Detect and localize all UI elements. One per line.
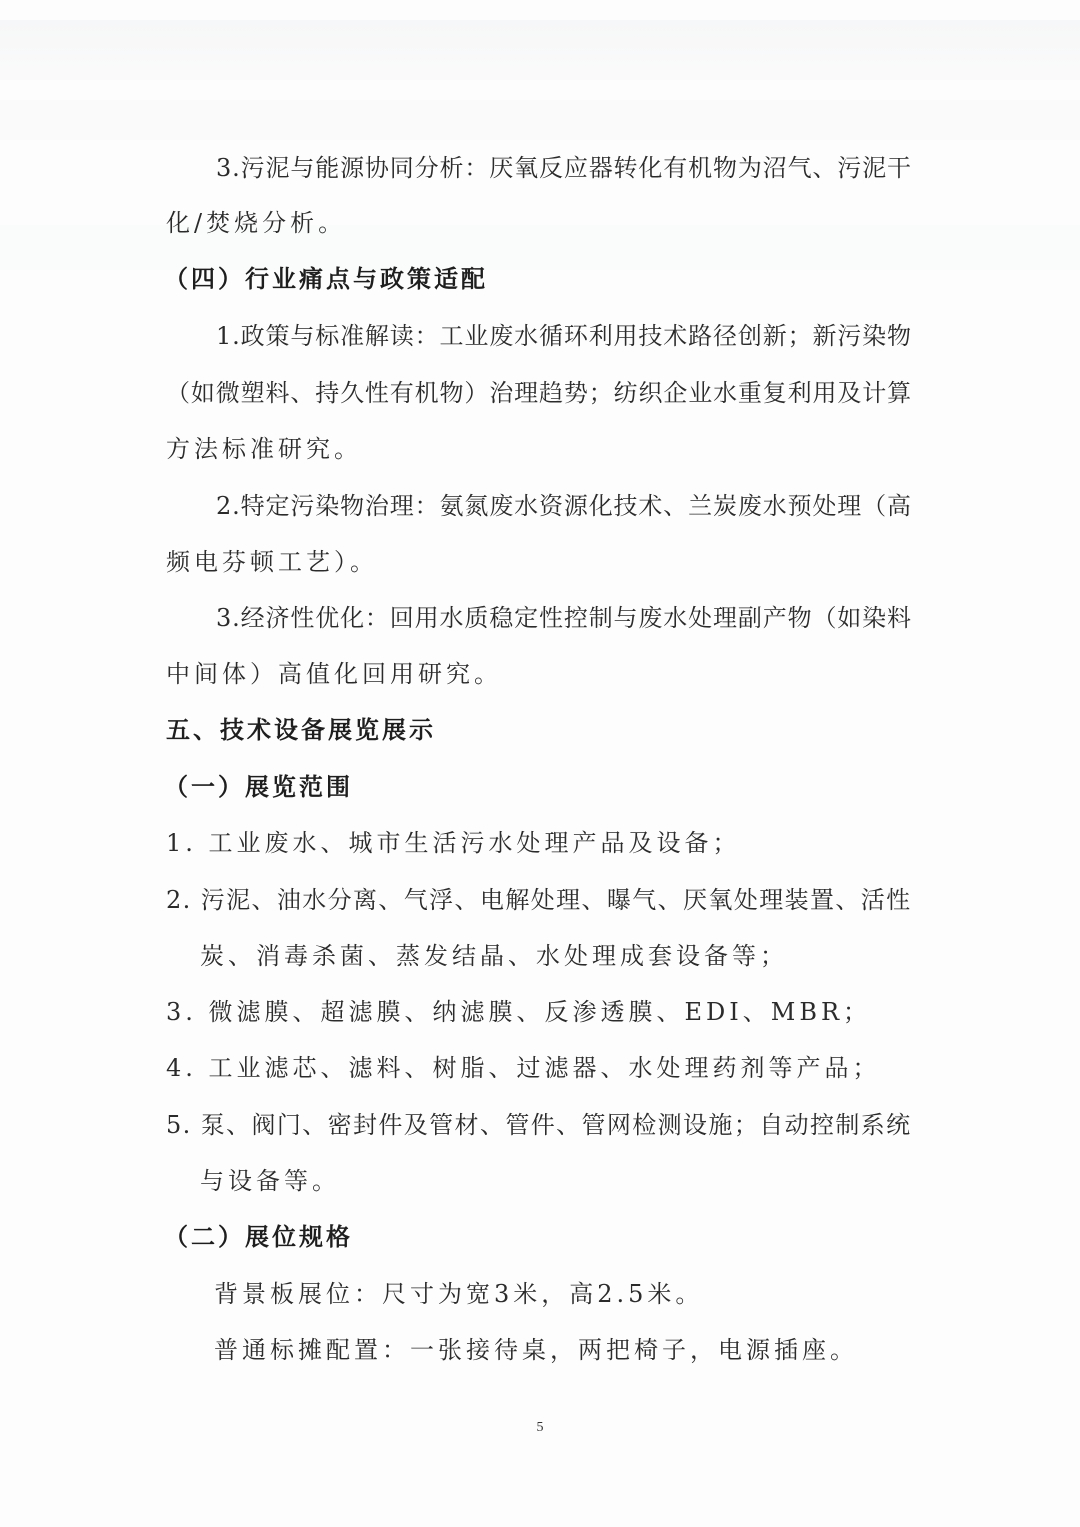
list-item-continuation: 炭、消毒杀菌、蒸发结晶、水处理成套设备等； [200,942,788,970]
scan-artifact [0,20,1080,80]
paragraph-line: 2.特定污染物治理：氨氮废水资源化技术、兰炭废水预处理（高 [216,492,912,520]
list-item: 3. 微滤膜、超滤膜、纳滤膜、反渗透膜、EDI、MBR； [166,998,872,1026]
scan-artifact [0,225,1080,270]
list-item: 2. 污泥、油水分离、气浮、电解处理、曝气、厌氧处理装置、活性 [166,886,912,914]
paragraph-line: （如微塑料、持久性有机物）治理趋势；纺织企业水重复利用及计算 [166,379,912,407]
paragraph-line: 化/焚烧分析。 [166,209,347,237]
paragraph-line: 普通标摊配置：一张接待桌，两把椅子，电源插座。 [214,1336,858,1364]
page-number: 5 [536,1420,544,1435]
section-heading: （二）展位规格 [164,1223,353,1251]
paragraph-line: 3.经济性优化：回用水质稳定性控制与废水处理副产物（如染料 [216,604,912,632]
paragraph-line: 频电芬顿工艺）。 [166,548,378,576]
list-item: 4. 工业滤芯、滤料、树脂、过滤器、水处理药剂等产品； [166,1054,881,1082]
paragraph-line: 方法标准研究。 [166,435,362,463]
paragraph-line: 3.污泥与能源协同分析：厌氧反应器转化有机物为沼气、污泥干 [216,154,912,182]
paragraph-line: 1.政策与标准解读：工业废水循环利用技术路径创新；新污染物 [216,322,912,350]
chapter-heading: 五、技术设备展览展示 [166,716,436,744]
list-item: 1. 工业废水、城市生活污水处理产品及设备； [166,829,741,857]
paragraph-line: 背景板展位：尺寸为宽3米，高2.5米。 [214,1280,704,1308]
list-item: 5. 泵、阀门、密封件及管材、管件、管网检测设施；自动控制系统 [166,1111,912,1139]
paragraph-line: 中间体）高值化回用研究。 [166,660,502,688]
scan-artifact [0,100,1080,140]
section-heading: （一）展览范围 [164,773,353,801]
section-heading: （四）行业痛点与政策适配 [164,265,488,293]
list-item-continuation: 与设备等。 [200,1167,340,1195]
